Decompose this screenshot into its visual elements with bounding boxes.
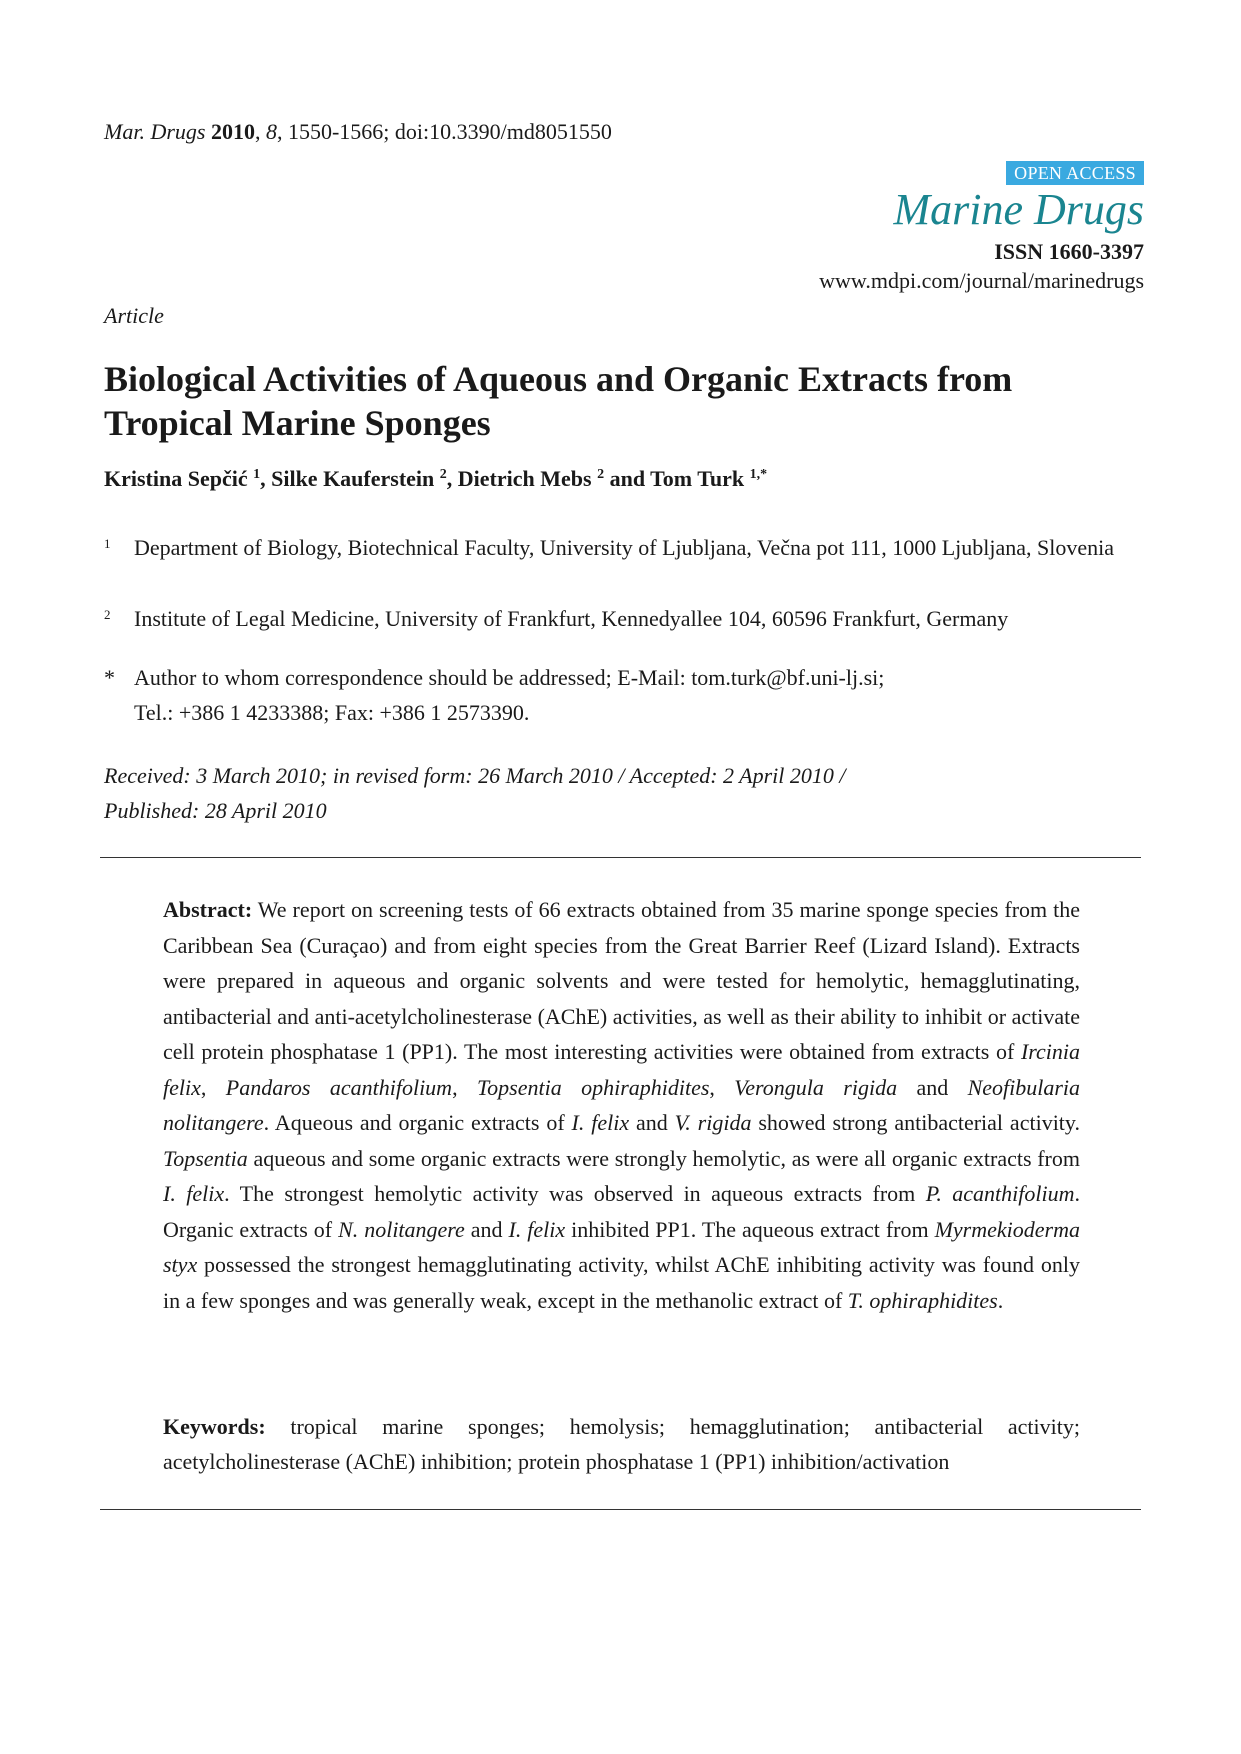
- divider-top: [100, 857, 1141, 858]
- abstract-text: showed strong antibacterial activity.: [751, 1110, 1080, 1135]
- species-name: Pandaros acanthifolium: [225, 1074, 453, 1100]
- history-line: Received: 3 March 2010; in revised form: 26 March 2010 / Accepted: 2 April 2010 /: [104, 763, 846, 788]
- abstract-text: and: [464, 1216, 509, 1242]
- abstract: [163, 892, 1080, 1318]
- abstract-text: . Aqueous and organic extracts of: [263, 1110, 572, 1135]
- issn: ISSN 1660-3397: [994, 239, 1144, 264]
- species-name: I. felix: [163, 1181, 225, 1206]
- author-affiliation-ref: 1: [253, 467, 261, 482]
- species-name: Neofibularia nolitangere: [163, 1074, 1081, 1135]
- author-affiliation-ref: 1,*: [749, 467, 768, 482]
- affiliation-number: 2: [104, 607, 111, 622]
- publication-history: [104, 758, 1004, 828]
- keywords-text: tropical marine sponges; hemolysis; hemagglutination; antibacterial activity; acetylcholinesterase (AChE) inhibition; protein phosphatase 1 (PP1) inhibition/activation: [163, 1414, 1080, 1474]
- journal-url[interactable]: www.mdpi.com/journal/marinedrugs: [819, 268, 1144, 293]
- abstract-text: ,: [200, 1074, 226, 1100]
- abstract-text: We report on screening tests of 66 extracts obtained from 35 marine sponge species from the Caribbean Sea (Curaçao) and from eight species from the Great Barrier Reef (Lizard Island). Extracts were prepared in aqueous and organic solvents and were tested for hemolytic, hemagglutinating, antibacterial and anti-acetylcholinesterase (AChE) activities, as well as their ability to inhibit or activate cell protein phosphatase 1 (PP1). The most interesting activities were obtained from extracts of: [163, 897, 1080, 1064]
- species-name: P. acanthifolium: [925, 1181, 1075, 1206]
- keywords-label: Keywords:: [163, 1414, 266, 1439]
- citation-pages-doi: , 1550-1566; doi:10.3390/md8051550: [276, 119, 612, 144]
- species-name: V. rigida: [674, 1110, 752, 1135]
- divider-bottom: [100, 1509, 1141, 1510]
- species-name: Topsentia: [163, 1145, 248, 1171]
- abstract-label: Abstract:: [163, 897, 253, 922]
- author-name: Kristina Sepčić: [104, 466, 248, 491]
- citation-year: 2010: [210, 119, 255, 144]
- abstract-text: . Organic extracts of: [163, 1181, 1080, 1242]
- abstract-text: inhibited PP1. The aqueous extract from: [565, 1216, 935, 1242]
- correspondence-line: Author to whom correspondence should be addressed; E-Mail: tom.turk@bf.uni-lj.si;: [134, 665, 885, 690]
- citation-volume: 8: [265, 119, 277, 144]
- correspondence-line: Tel.: +386 1 4233388; Fax: +386 1 2573390.: [134, 700, 530, 725]
- abstract-text: aqueous and some organic extracts were strongly hemolytic, as were all organic extracts from: [247, 1145, 1080, 1171]
- abstract-text: possessed the strongest hemagglutinating activity, whilst AChE inhibiting activity was found only in a few sponges and was generally weak, except in the methanolic extract of: [163, 1252, 1080, 1313]
- article-type: Article: [104, 303, 164, 328]
- abstract-text: . The strongest hemolytic activity was observed in aqueous extracts from: [224, 1181, 926, 1206]
- paper-title: Biological Activities of Aqueous and Organic Extracts from Tropical Marine Sponges: [104, 359, 1013, 443]
- species-name: Ircinia felix: [163, 1039, 1080, 1100]
- author-name: Dietrich Mebs: [457, 466, 592, 491]
- species-name: Verongula rigida: [734, 1074, 898, 1100]
- correspondence-marker: *: [104, 665, 115, 690]
- species-name: T. ophiraphidites: [847, 1287, 998, 1313]
- author-affiliation-ref: 2: [439, 467, 447, 482]
- author-name: Tom Turk: [650, 466, 745, 491]
- open-access-badge: OPEN ACCESS: [1006, 161, 1144, 185]
- journal-abbrev: Mar. Drugs: [104, 119, 206, 144]
- species-name: I. felix: [508, 1216, 566, 1242]
- abstract-text: ,: [452, 1074, 477, 1100]
- abstract-text: and: [897, 1074, 968, 1100]
- abstract-text: ,: [709, 1074, 735, 1100]
- affiliation-text: Department of Biology, Biotechnical Faculty, University of Ljubljana, Večna pot 111, 1000 Ljubljana, Slovenia: [134, 535, 1115, 560]
- abstract-text: .: [997, 1287, 1004, 1313]
- author-list: Kristina Sepčić $^1$, Silke Kauferstein $^2$, Dietrich Mebs $^2$ and Tom Turk $^{1,*}$: [104, 466, 768, 491]
- affiliation-number: 1: [104, 536, 111, 551]
- citation-line: Mar. Drugs 2010, 8, 1550-1566; doi:10.3390/md8051550: [104, 119, 612, 144]
- abstract-text: and: [629, 1110, 675, 1135]
- species-name: Myrmekioderma styx: [163, 1216, 1080, 1277]
- history-line: Published: 28 April 2010: [104, 798, 327, 823]
- species-name: Topsentia ophiraphidites: [476, 1074, 710, 1100]
- author-name: Silke Kauferstein: [271, 466, 435, 491]
- author-affiliation-ref: 2: [597, 467, 605, 482]
- species-name: I. felix: [571, 1110, 630, 1135]
- affiliation-text: Institute of Legal Medicine, University of Frankfurt, Kennedyallee 104, 60596 Frankfurt, Germany: [134, 606, 1009, 631]
- species-name: N. nolitangere: [338, 1216, 465, 1242]
- keywords: [163, 1409, 1080, 1479]
- journal-logo-name: Marine Drugs: [893, 185, 1144, 234]
